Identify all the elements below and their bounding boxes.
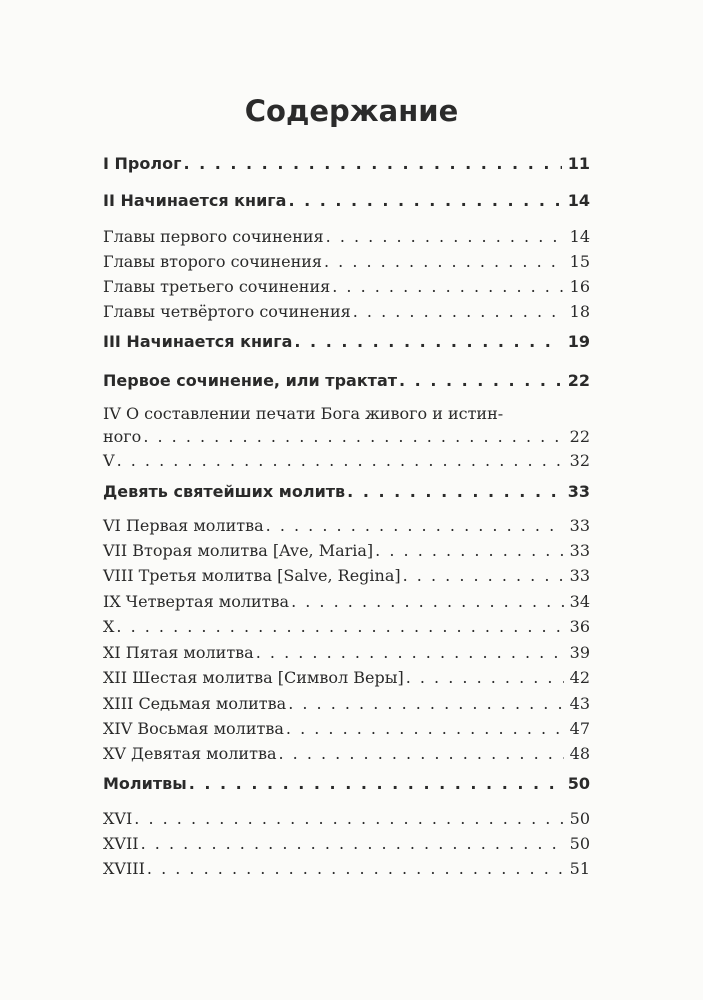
entry-label: Первое сочинение, или трактат <box>103 371 398 390</box>
entry-page: 14 <box>569 227 590 246</box>
entry-page: 33 <box>569 566 590 585</box>
toc-entry <box>103 425 590 449</box>
entry-page: 50 <box>569 809 590 828</box>
entry-page: 47 <box>569 719 590 738</box>
toc-entry <box>103 225 590 249</box>
entry-label: VII Вторая молитва [Ave, Maria] <box>103 541 374 560</box>
toc-entry <box>103 615 590 639</box>
toc-entry <box>103 832 590 856</box>
page-title: Содержание <box>244 94 459 128</box>
entry-page: 33 <box>569 541 590 560</box>
toc-entry <box>103 514 590 538</box>
entry-label: IX Четвертая молитва <box>103 592 290 611</box>
toc-entry <box>103 250 590 274</box>
entry-label: XIV Восьмая молитва <box>103 719 284 738</box>
dot-leader <box>147 857 564 881</box>
entry-label: XVII <box>103 834 139 853</box>
entry-page: 36 <box>569 617 590 636</box>
entry-label: Главы первого сочинения <box>103 227 324 246</box>
entry-label: VIII Третья молитва [Salve, Regina] <box>103 566 401 585</box>
entry-page: 34 <box>569 592 590 611</box>
toc-entry <box>103 564 590 588</box>
toc-entry <box>103 692 590 716</box>
entry-label: V <box>103 451 115 470</box>
entry-page: 43 <box>569 694 590 713</box>
entry-label: XIII Седьмая молитва <box>103 694 287 713</box>
entry-label: XV Девятая молитва <box>103 744 277 763</box>
toc-entry <box>103 300 590 324</box>
entry-label: ного <box>103 427 142 446</box>
dot-leader <box>116 615 563 639</box>
entry-page: 11 <box>567 154 590 173</box>
dot-leader <box>266 514 564 538</box>
dot-leader <box>141 832 564 856</box>
entry-label-line1: IV О составлении печати Бога живого и истин- <box>103 404 504 423</box>
dot-leader <box>117 449 564 473</box>
dot-leader <box>326 225 564 249</box>
entry-page: 48 <box>569 744 590 763</box>
entry-page: 42 <box>569 668 590 687</box>
dot-leader <box>286 717 564 741</box>
entry-label: Главы второго сочинения <box>103 252 322 271</box>
dot-leader <box>403 564 564 588</box>
dot-leader <box>399 369 562 393</box>
entry-page: 15 <box>569 252 590 271</box>
toc-entry <box>103 330 590 354</box>
entry-page: 39 <box>569 643 590 662</box>
dot-leader <box>189 772 562 796</box>
entry-page: 50 <box>569 834 590 853</box>
dot-leader <box>288 189 561 213</box>
entry-page: 33 <box>569 516 590 535</box>
entry-label: I Пролог <box>103 154 182 173</box>
dot-leader <box>143 425 563 449</box>
entry-label: XVI <box>103 809 133 828</box>
dot-leader <box>183 152 561 176</box>
toc-entry <box>103 480 590 504</box>
toc-entry <box>103 807 590 831</box>
dot-leader <box>288 692 563 716</box>
toc-entry <box>103 189 590 213</box>
entry-page: 32 <box>569 451 590 470</box>
entry-label: Молитвы <box>103 774 187 793</box>
entry-label: III Начинается книга <box>103 332 293 351</box>
toc-entry <box>103 590 590 614</box>
dot-leader <box>332 275 563 299</box>
entry-page: 50 <box>567 774 590 793</box>
entry-page: 18 <box>569 302 590 321</box>
toc-entry <box>103 369 590 393</box>
dot-leader <box>291 590 564 614</box>
dot-leader <box>375 539 563 563</box>
entry-label: Девять святейших молитв <box>103 482 346 501</box>
entry-label: XII Шестая молитва [Символ Веры] <box>103 668 404 687</box>
entry-page: 14 <box>567 191 590 210</box>
toc-entry <box>103 717 590 741</box>
dot-leader <box>406 666 564 690</box>
entry-page: 19 <box>567 332 590 351</box>
dot-leader <box>353 300 564 324</box>
toc-entry <box>103 641 590 665</box>
entry-label: VI Первая молитва <box>103 516 264 535</box>
entry-page: 22 <box>567 371 590 390</box>
toc-entry <box>103 772 590 796</box>
dot-leader <box>256 641 564 665</box>
toc-entry <box>103 857 590 881</box>
entry-page: 22 <box>569 427 590 446</box>
toc-entry <box>103 666 590 690</box>
entry-label: II Начинается книга <box>103 191 287 210</box>
entry-label: XI Пятая молитва <box>103 643 254 662</box>
entry-label: Главы третьего сочинения <box>103 277 331 296</box>
entry-label: X <box>103 617 115 636</box>
toc-entry <box>103 539 590 563</box>
dot-leader <box>347 480 562 504</box>
entry-page: 33 <box>567 482 590 501</box>
dot-leader <box>294 330 561 354</box>
entry-label: Главы четвёртого сочинения <box>103 302 351 321</box>
toc-entry <box>103 152 590 176</box>
entry-label: XVIII <box>103 859 145 878</box>
dot-leader <box>278 742 563 766</box>
toc-entry <box>103 275 590 299</box>
entry-page: 51 <box>569 859 590 878</box>
entry-page: 16 <box>569 277 590 296</box>
dot-leader <box>324 250 564 274</box>
dot-leader <box>134 807 563 831</box>
toc-entry <box>103 742 590 766</box>
toc-entry <box>103 449 590 473</box>
